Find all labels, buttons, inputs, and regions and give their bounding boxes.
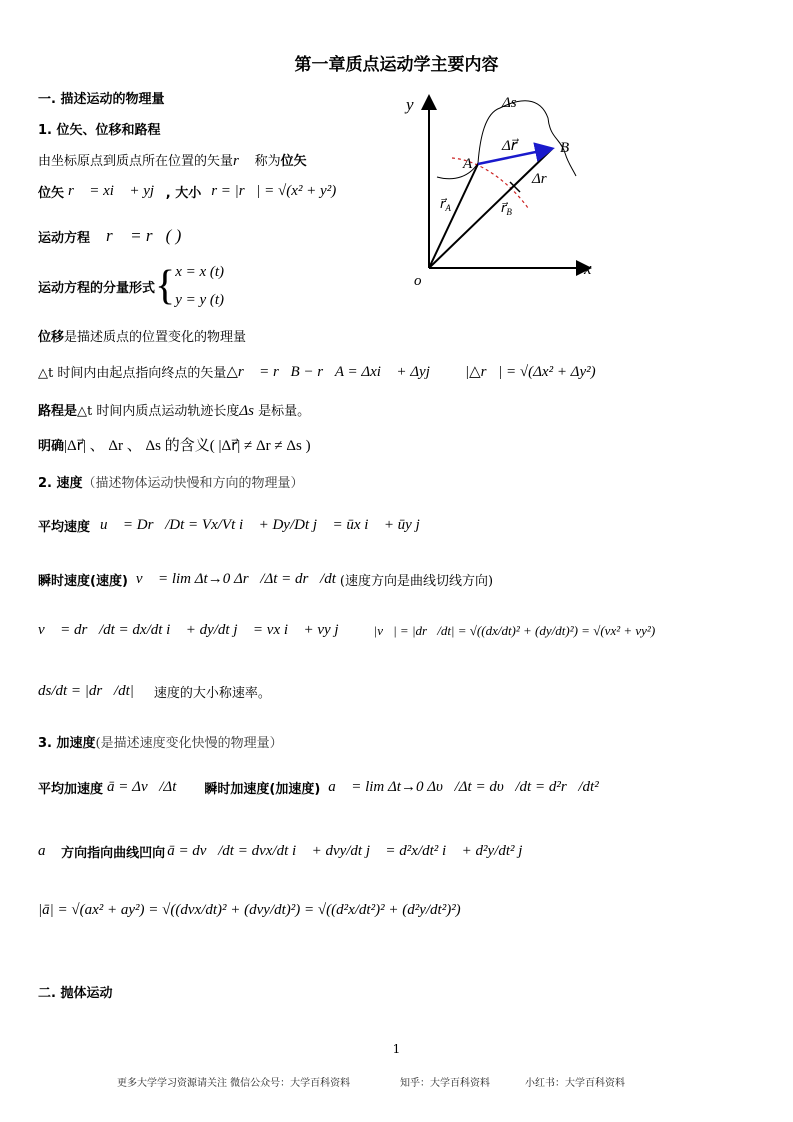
displacement-formula bbox=[38, 362, 596, 381]
page-title: 第一章质点运动学主要内容 bbox=[294, 55, 499, 75]
intro-text: 由坐标原点到质点所在位置的矢量 bbox=[38, 154, 234, 169]
velocity-note: （描述物体运动快慢和方向的物理量） bbox=[82, 476, 304, 491]
subsection-heading-position: 1. 位矢、位移和路程 bbox=[38, 123, 161, 138]
x-label: x bbox=[584, 259, 592, 278]
inst-velocity-note: (速度方向是曲线切线方向) bbox=[339, 574, 494, 589]
eq-formula: r⃗ = r⃗( ) bbox=[106, 226, 182, 245]
comp-y: y = y (t) bbox=[175, 292, 225, 308]
disp-bold: 位移 bbox=[38, 330, 65, 345]
a-symbol: a⃗ bbox=[38, 843, 58, 859]
path-bold: 路程是 bbox=[38, 404, 78, 419]
path-symbol: Δs bbox=[239, 403, 255, 419]
motion-equation bbox=[38, 226, 181, 246]
speed-formula: ds/dt = |dr⃗/dt| bbox=[38, 683, 134, 699]
component-equations bbox=[38, 258, 224, 314]
rB-label: $r⃗_B$ bbox=[501, 200, 512, 217]
speed-note: 速度的大小称速率。 bbox=[153, 686, 271, 701]
disp-vec-formula: △r⃗ = r⃗B − r⃗A = Δxi⃗ + Δyj⃗ ， bbox=[226, 364, 457, 380]
intro-mid: 称为 bbox=[250, 154, 281, 169]
dr-vec-label: Δr⃗ bbox=[502, 138, 517, 154]
footer-xiaohongshu: 小红书：大学百科资料 bbox=[525, 1078, 625, 1089]
comp-x: x = x (t) bbox=[175, 264, 225, 280]
avg-velocity-formula: u⃗ = Dr⃗/Dt = Vx/Vt i⃗ + Dy/Dt j⃗ = ūx i⃗ + ūy j⃗ bbox=[100, 517, 432, 533]
page-number: 1 bbox=[392, 1042, 401, 1056]
y-label: y bbox=[406, 95, 414, 114]
rA-vector bbox=[429, 164, 478, 268]
subsection-heading-velocity bbox=[38, 472, 304, 491]
section-heading-1: 一. 描述运动的物理量 bbox=[38, 92, 165, 107]
origin-label: o bbox=[414, 273, 422, 288]
pos-label: 位矢 bbox=[38, 186, 65, 201]
point-b-label: B bbox=[560, 140, 570, 156]
disp-vec-text: △t 时间内由起点指向终点的矢量 bbox=[38, 366, 227, 381]
inst-velocity-label: 瞬时速度(速度) bbox=[38, 574, 128, 589]
avg-accel-label: 平均加速度 bbox=[38, 782, 104, 797]
acceleration-formulas bbox=[38, 778, 599, 797]
accel-mag-formula: |ā| = √(ax² + ay²) = √((dvx/dt)² + (dvy/dt)²) = √((d²x/dt²)² + (d²y/dt²)²) bbox=[38, 902, 461, 918]
clarify-text: |Δr⃗| 、 Δr 、 Δs 的含义( |Δr⃗| ≠ Δr ≠ Δs ) bbox=[64, 438, 311, 454]
footer-wechat: 更多大学学习资源请关注 微信公众号：大学百科资料 bbox=[117, 1078, 351, 1089]
footer-zhihu: 知乎：大学百科资料 bbox=[400, 1078, 490, 1089]
pos-formula: r⃗ = xi⃗ + yj⃗ bbox=[68, 183, 166, 199]
acceleration-note: (是描述速度变化快慢的物理量） bbox=[95, 736, 283, 751]
avg-velocity-label: 平均速度 bbox=[38, 520, 91, 535]
disp-mag-formula: |△r⃗| = √(Δx² + Δy²) bbox=[464, 364, 596, 380]
inst-accel-formula: a⃗ = lim Δt→0 Δυ⃗/Δt = dυ⃗/dt = d²r⃗/dt² bbox=[328, 779, 599, 795]
clarify-bold: 明确 bbox=[38, 439, 65, 454]
velocity-components bbox=[38, 622, 655, 639]
path-definition bbox=[38, 400, 310, 420]
instant-velocity bbox=[38, 570, 493, 589]
rA-label: $r⃗_A$ bbox=[440, 196, 451, 213]
average-velocity bbox=[38, 516, 431, 535]
path-tail: 是标量。 bbox=[254, 404, 311, 419]
point-a-label: A bbox=[463, 156, 473, 172]
velocity-heading: 2. 速度 bbox=[38, 476, 83, 491]
section-heading-2: 二. 抛体运动 bbox=[38, 986, 113, 1001]
accel-dir-label: 方向指向曲线凹向 bbox=[61, 846, 166, 861]
size-formula: r = |r⃗| = √(x² + y²) bbox=[211, 183, 337, 199]
intro-bold: 位矢 bbox=[280, 154, 307, 169]
brace-icon: { bbox=[155, 263, 176, 309]
acceleration-magnitude bbox=[38, 902, 461, 919]
displacement-definition bbox=[38, 326, 246, 345]
avg-accel-formula: ā = Δv⃗/Δt bbox=[107, 779, 177, 795]
comp-label: 运动方程的分量形式 bbox=[38, 280, 156, 296]
clarify-meaning bbox=[38, 434, 311, 455]
speed-definition bbox=[38, 682, 271, 701]
ds-label: Δs bbox=[502, 95, 517, 111]
disp-text: 是描述质点的位置变化的物理量 bbox=[64, 330, 247, 345]
position-vector-formula bbox=[38, 182, 336, 201]
velocity-comp-formula: v⃗ = dr⃗/dt = dx/dt i⃗ + dy/dt j⃗ = vx i⃗ + vy j⃗ ， bbox=[38, 622, 366, 638]
dr-label: Δr bbox=[532, 171, 547, 187]
subsection-heading-acceleration bbox=[38, 732, 283, 751]
position-vector-intro bbox=[38, 150, 307, 170]
path-text: △t 时间内质点运动轨迹长度 bbox=[77, 404, 240, 419]
r-symbol: r⃗ bbox=[233, 153, 251, 169]
velocity-mag-formula: |v⃗| = |dr⃗/dt| = √((dx/dt)² + (dy/dt)²) = √(vx² + vy²) bbox=[373, 622, 656, 638]
accel-dir-formula: ā = dv⃗/dt = dvx/dt i⃗ + dvy/dt j⃗ = d²x/dt² i⃗ + d²y/dt² j⃗ bbox=[167, 843, 535, 859]
inst-accel-label: 瞬时加速度(加速度) bbox=[204, 782, 321, 797]
acceleration-heading: 3. 加速度 bbox=[38, 736, 96, 751]
size-label: , 大小 bbox=[165, 186, 202, 201]
inst-velocity-formula: v⃗ = lim Δt→0 Δr⃗/Δt = dr⃗/dt bbox=[135, 571, 336, 587]
acceleration-direction bbox=[38, 842, 534, 861]
kinematics-diagram bbox=[400, 88, 600, 288]
eq-label: 运动方程 bbox=[38, 230, 91, 246]
